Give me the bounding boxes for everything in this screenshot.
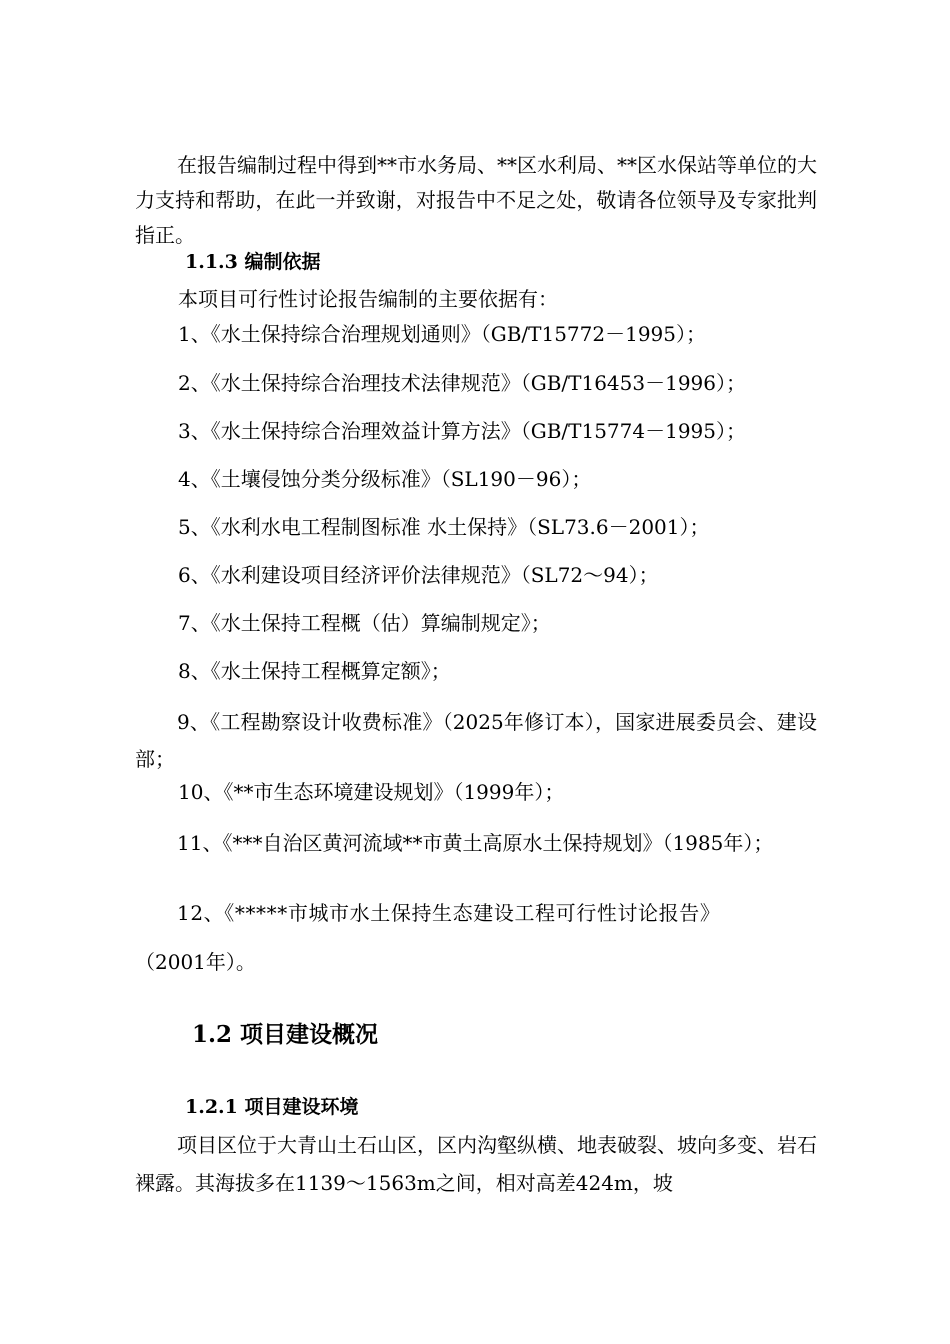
basis-item-9: 9、《工程勘察设计收费标准》（2025年修订本），国家进展委员会、建设部； — [135, 710, 817, 771]
basis-item-1: 1、《水土保持综合治理规划通则》（GB/T15772－1995）； — [178, 322, 706, 346]
heading-1-2: 1.2 项目建设概况 — [192, 1021, 379, 1048]
basis-item-4: 4、《土壤侵蚀分类分级标准》（SL190－96）； — [178, 467, 592, 491]
basis-item-3: 3、《水土保持综合治理效益计算方法》（GB/T15774－1995）； — [178, 419, 746, 443]
heading-1-2-1: 1.2.1 项目建设环境 — [185, 1096, 359, 1118]
basis-item-5: 5、《水利水电工程制图标准 水土保持》（SL73.6－2001）； — [178, 515, 710, 539]
basis-lead: 本项目可行性讨论报告编制的主要依据有： — [178, 287, 558, 311]
basis-item-10: 10、《**市生态环境建设规划》（1999年）； — [178, 780, 565, 804]
basis-item-12: 12、《*****市城市水土保持生态建设工程可行性讨论报告》 — [177, 901, 721, 925]
heading-1-1-3: 1.1.3 编制依据 — [185, 251, 321, 273]
basis-item-2: 2、《水土保持综合治理技术法律规范》（GB/T16453－1996）； — [178, 371, 746, 395]
basis-item-7: 7、《水土保持工程概（估）算编制规定》； — [178, 611, 551, 635]
environment-paragraph: 项目区位于大青山土石山区，区内沟壑纵横、地表破裂、坡向多变、岩石裸露。其海拔多在1139～1563m之间，相对高差424m，坡 — [135, 1133, 817, 1195]
basis-item-12-cont: （2001年）。 — [135, 950, 256, 974]
basis-item-8: 8、《水土保持工程概算定额》； — [178, 659, 451, 683]
intro-paragraph: 在报告编制过程中得到**市水务局、**区水利局、**区水保站等单位的大力支持和帮助，在此一并致谢，对报告中不足之处，敬请各位领导及专家批判指正。 — [135, 153, 817, 247]
basis-item-6: 6、《水利建设项目经济评价法律规范》（SL72～94）； — [178, 563, 659, 587]
basis-item-11: 11、《***自治区黄河流域**市黄土高原水土保持规划》（1985年）； — [177, 831, 774, 855]
